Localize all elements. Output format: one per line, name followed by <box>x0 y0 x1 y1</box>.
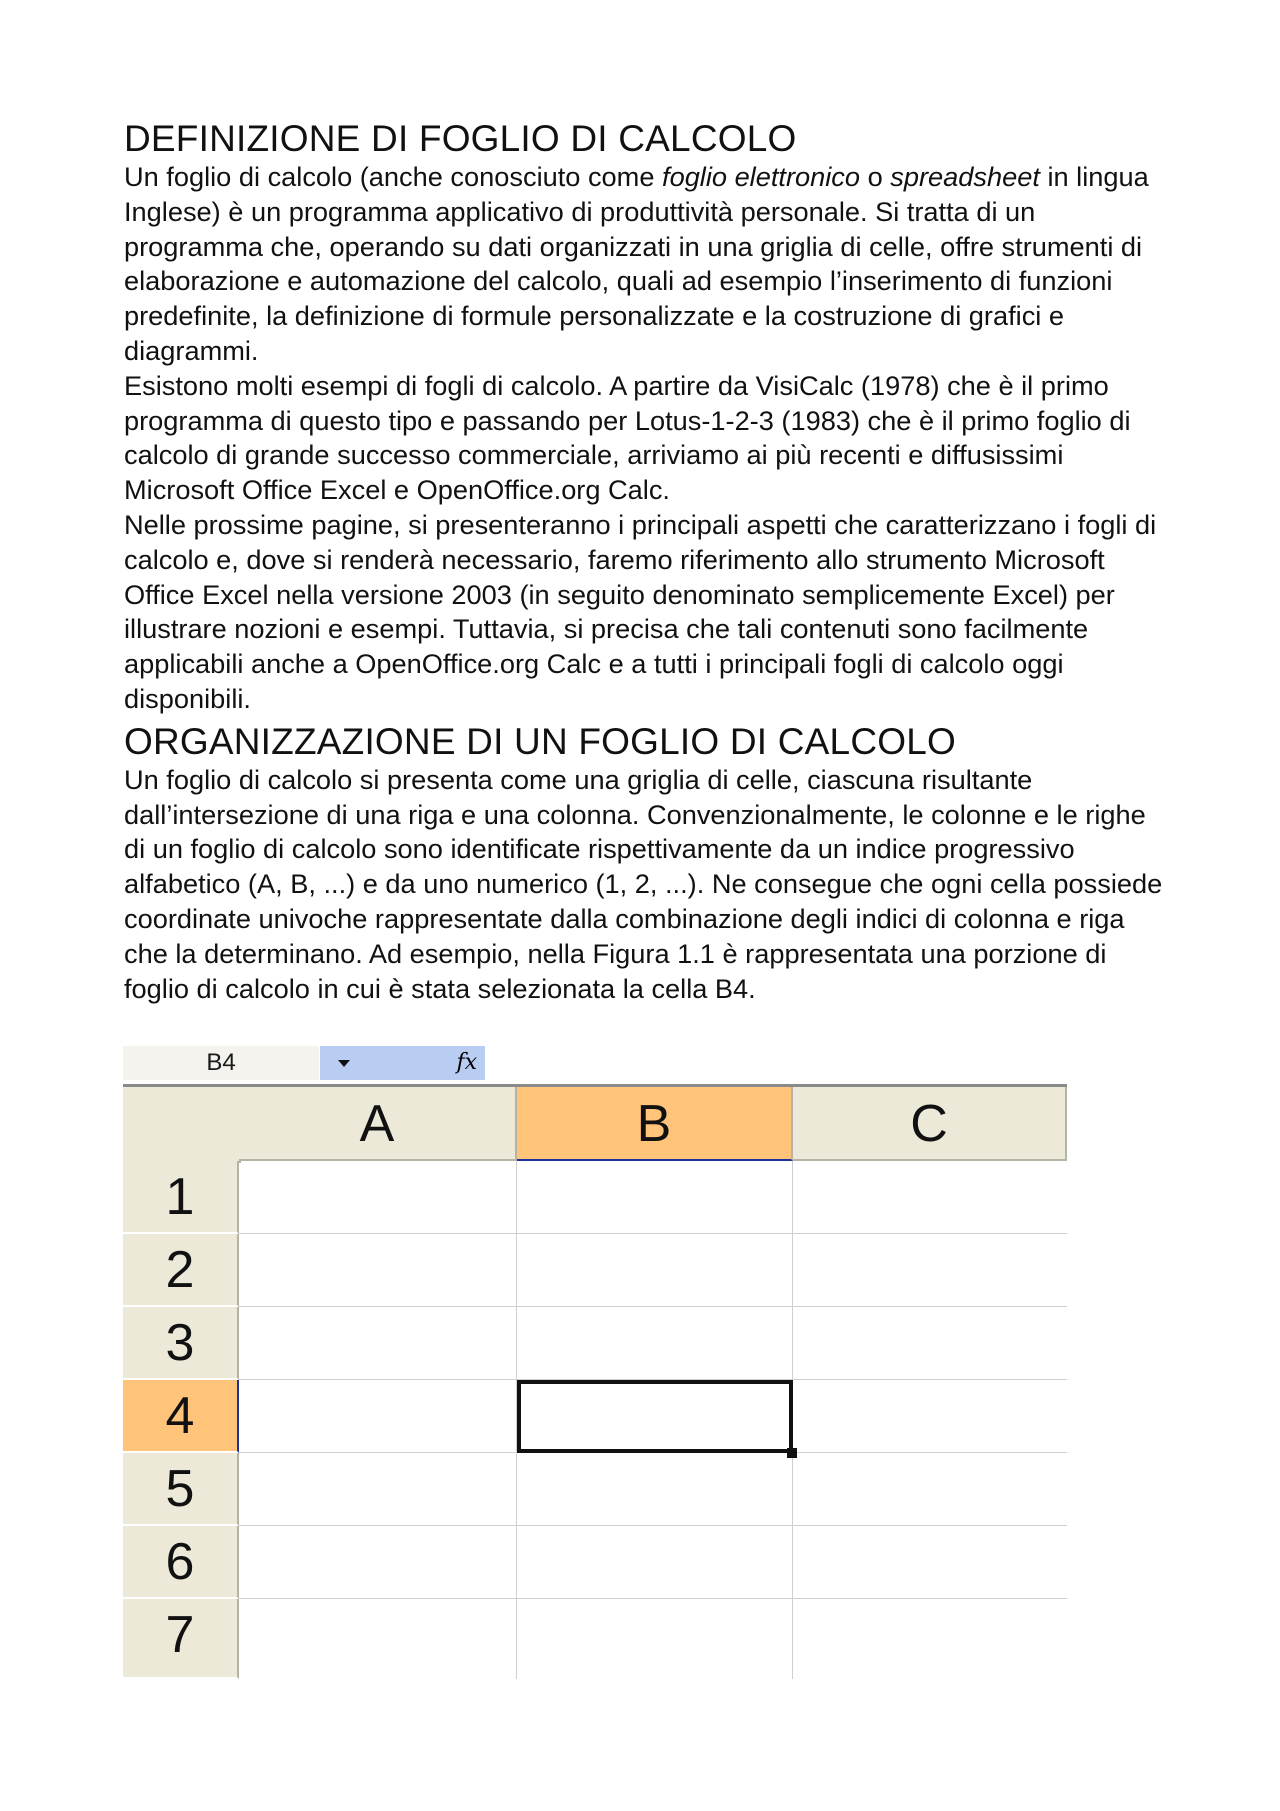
sheet-grid <box>123 1084 1067 1679</box>
row-header-4[interactable]: 4 <box>123 1380 239 1453</box>
formula-input[interactable] <box>485 1046 1067 1080</box>
text-run: Un foglio di calcolo (anche conosciuto come <box>124 161 663 192</box>
paragraph-definizione-2: Esistono molti esempi di fogli di calcolo. A partire da VisiCalc (1978) che è il primo programma di questo tipo e passando per Lotus-1-2-3 (1983) che è il primo foglio di calcolo di grande successo commerciale, arriviamo ai più recenti e diffusissimi Microsoft Office Excel e OpenOffice.org Calc. <box>124 369 1131 506</box>
section-title-definizione: DEFINIZIONE DI FOGLIO DI CALCOLO <box>124 118 797 159</box>
name-box-dropdown[interactable] <box>319 1046 368 1080</box>
gridline <box>239 1233 1067 1234</box>
insert-function-button[interactable] <box>367 1046 485 1080</box>
row-header-2[interactable]: 2 <box>123 1234 239 1307</box>
fill-handle[interactable] <box>787 1448 797 1458</box>
column-header-c[interactable]: C <box>793 1087 1067 1161</box>
row-header-3[interactable]: 3 <box>123 1307 239 1380</box>
text-run: in lingua Inglese) è un programma applicativo di produttività personale. Si tratta di un programma che, operando su dati organizzati in una griglia di celle, offre strumenti di elaborazione e automazione del calcolo, quali ad esempio l’inserimento di funzioni predefinite, la definizione di formule personalizzate e la costruzione di grafici e diagrammi. <box>124 161 1149 366</box>
row-header-6[interactable]: 6 <box>123 1526 239 1599</box>
selected-cell-b4[interactable] <box>517 1380 793 1453</box>
fx-icon: fx <box>456 1050 477 1075</box>
column-header-a[interactable]: A <box>239 1087 517 1161</box>
select-all-corner[interactable] <box>123 1087 241 1163</box>
document-page <box>124 118 1164 1006</box>
row-header-5[interactable]: 5 <box>123 1453 239 1526</box>
italic-term: spreadsheet <box>890 161 1040 192</box>
paragraph-organizzazione-1: Un foglio di calcolo si presenta come una griglia di celle, ciascuna risultante dall’intersezione di una riga e una colonna. Convenzionalmente, le colonne e le righe di un foglio di calcolo sono identificate rispettivamente da un indice progressivo alfabetico (A, B, ...) e da uno numerico (1, 2, ...). Ne consegue che ogni cella possiede coordinate univoche rappresentate dalla combinazione degli indici di colonna e riga che la determinano. Ad esempio, nella Figura 1.1 è rappresentata una porzione di foglio di calcolo in cui è stata selezionata la cella B4. <box>124 763 1163 1004</box>
italic-term: foglio elettronico <box>662 161 861 192</box>
gridline <box>239 1598 1067 1599</box>
chevron-down-icon <box>336 1046 352 1080</box>
text-run: o <box>860 161 891 192</box>
row-header-1[interactable]: 1 <box>123 1161 239 1234</box>
column-header-b[interactable]: B <box>517 1087 793 1161</box>
gridline <box>239 1525 1067 1526</box>
formula-bar <box>123 1044 1067 1080</box>
row-header-7[interactable]: 7 <box>123 1599 239 1679</box>
section-title-organizzazione: ORGANIZZAZIONE DI UN FOGLIO DI CALCOLO <box>124 720 956 762</box>
name-box[interactable]: B4 <box>123 1046 320 1080</box>
gridline <box>239 1306 1067 1307</box>
paragraph-definizione-1 <box>124 160 1164 369</box>
spreadsheet-figure <box>123 1044 1067 1676</box>
paragraph-definizione-3: Nelle prossime pagine, si presenteranno i principali aspetti che caratterizzano i fogli di calcolo e, dove si renderà necessario, faremo riferimento allo strumento Microsoft Office Excel nella versione 2003 (in seguito denominato semplicemente Excel) per illustrare nozioni e esempi. Tuttavia, si precisa che tali contenuti sono facilmente applicabili anche a OpenOffice.org Calc e a tutti i principali fogli di calcolo oggi disponibili. <box>124 508 1157 714</box>
